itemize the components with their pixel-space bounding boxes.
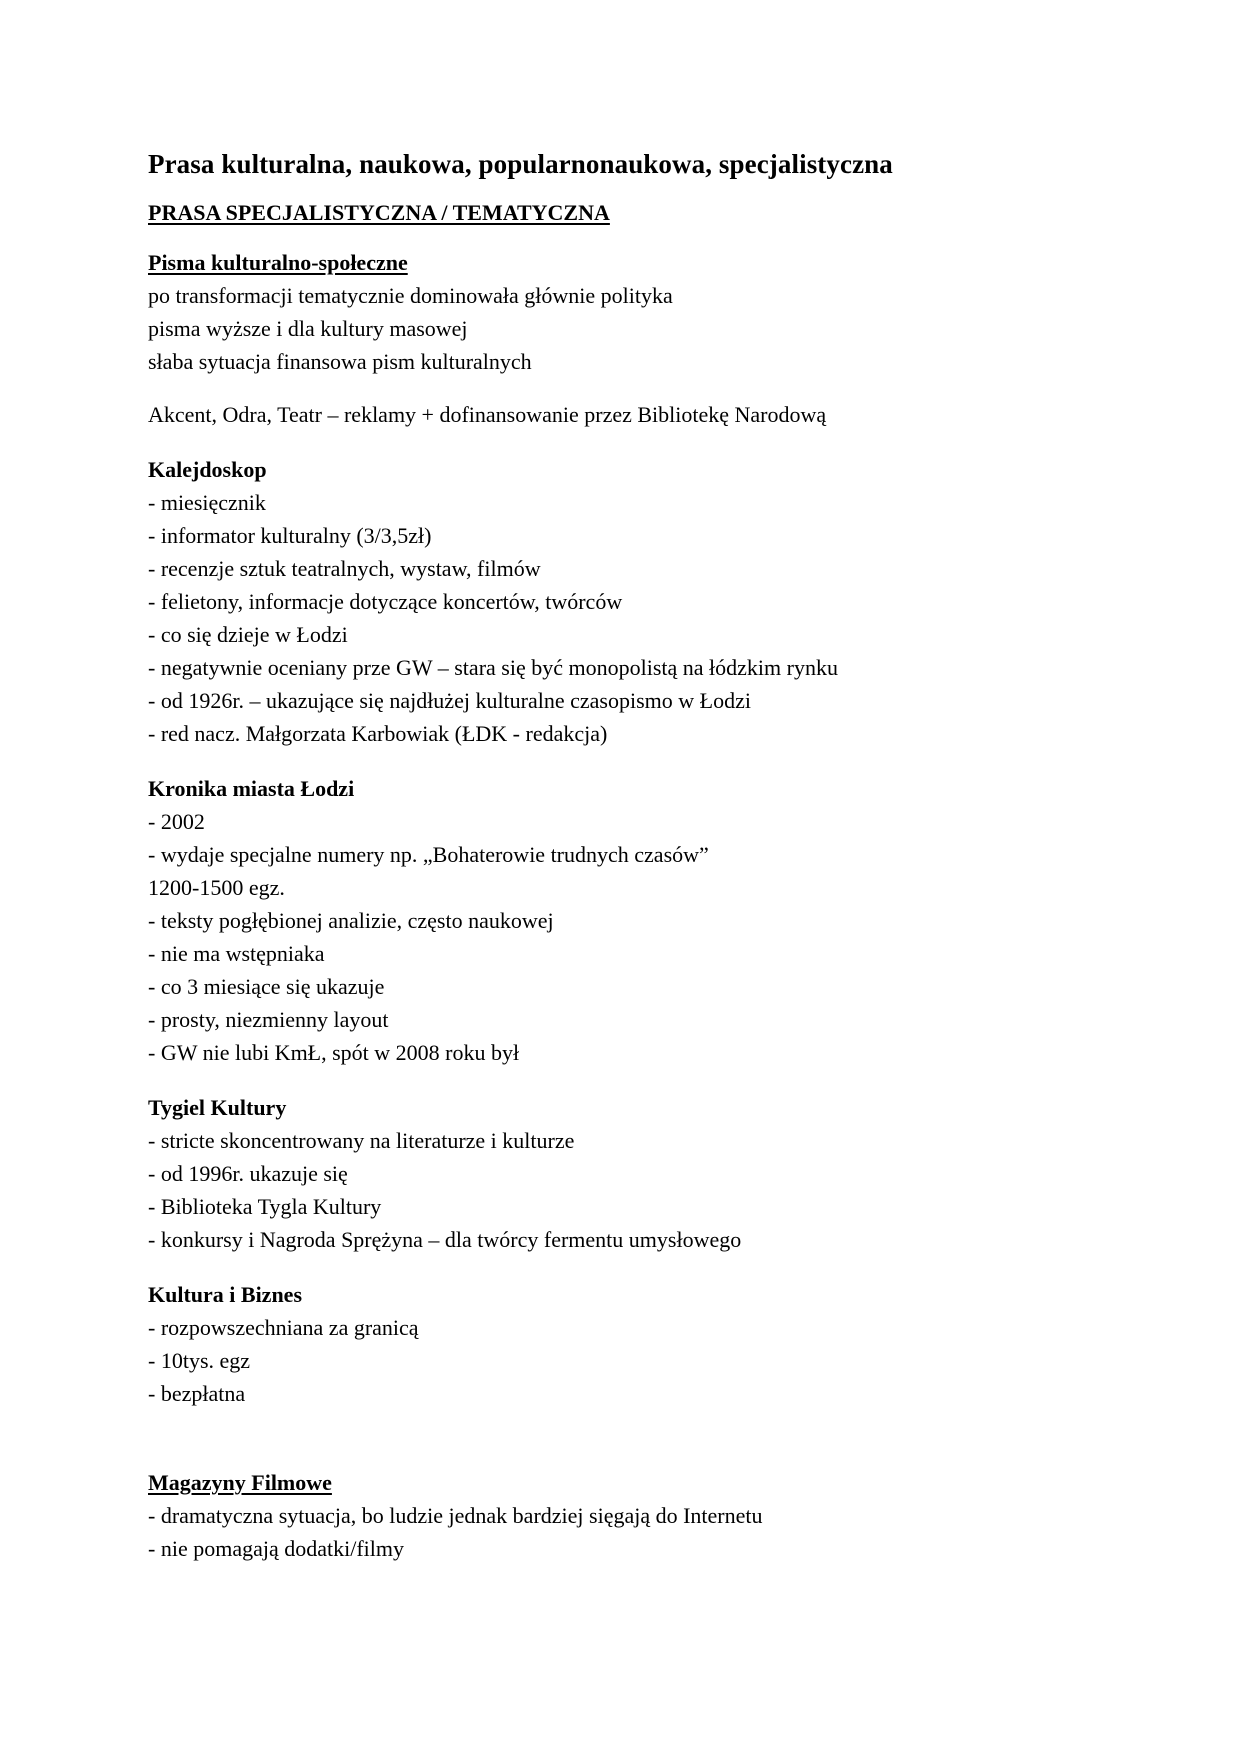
list-item: - nie pomagają dodatki/filmy [148, 1536, 404, 1561]
group-kronika-miasta-lodzi [148, 772, 1098, 1069]
list-item: - dramatyczna sytuacja, bo ludzie jednak bardziej sięgają do Internetu [148, 1503, 763, 1528]
list-item: - informator kulturalny (3/3,5zł) [148, 523, 432, 548]
subsection-heading: Kultura i Biznes [148, 1282, 303, 1307]
group-pisma-kulturalno-spoleczne [148, 246, 1098, 378]
text-line: pisma wyższe i dla kultury masowej [148, 316, 468, 341]
group-magazyny-filmowe [148, 1466, 1098, 1565]
list-item: - bezpłatna [148, 1381, 246, 1406]
document-title: Prasa kulturalna, naukowa, popularnonaukowa, specjalistyczna [148, 149, 893, 179]
list-item: - red nacz. Małgorzata Karbowiak (ŁDK - redakcja) [148, 721, 608, 746]
list-item: - stricte skoncentrowany na literaturze i kulturze [148, 1128, 575, 1153]
text-line: słaba sytuacja finansowa pism kulturalnych [148, 349, 532, 374]
list-item: - wydaje specjalne numery np. „Bohaterowie trudnych czasów” [148, 842, 709, 867]
group-tygiel-kultury [148, 1091, 1098, 1256]
list-item: - 2002 [148, 809, 205, 834]
subsection-heading: Pisma kulturalno-społeczne [148, 250, 408, 275]
list-item: - Biblioteka Tygla Kultury [148, 1194, 382, 1219]
document-content [148, 148, 1098, 1565]
list-item: - co się dzieje w Łodzi [148, 622, 348, 647]
list-item: - 10tys. egz [148, 1348, 251, 1373]
subsection-heading: Kalejdoskop [148, 457, 267, 482]
section-title: PRASA SPECJALISTYCZNA / TEMATYCZNA [148, 200, 610, 225]
list-item: - od 1996r. ukazuje się [148, 1161, 348, 1186]
text-line: po transformacji tematycznie dominowała głównie polityka [148, 283, 673, 308]
list-item: - miesięcznik [148, 490, 266, 515]
list-item: - recenzje sztuk teatralnych, wystaw, filmów [148, 556, 541, 581]
list-item: - rozpowszechniana za granicą [148, 1315, 419, 1340]
list-item: - nie ma wstępniaka [148, 941, 325, 966]
list-item: - negatywnie oceniany prze GW – stara się być monopolistą na łódzkim rynku [148, 655, 838, 680]
list-item: - teksty pogłębionej analizie, często naukowej [148, 908, 554, 933]
list-item: - co 3 miesiące się ukazuje [148, 974, 385, 999]
group-kultura-i-biznes [148, 1278, 1098, 1410]
list-item: 1200-1500 egz. [148, 875, 285, 900]
list-item: - konkursy i Nagroda Sprężyna – dla twórcy fermentu umysłowego [148, 1227, 742, 1252]
list-item: - felietony, informacje dotyczące koncertów, twórców [148, 589, 623, 614]
list-item: - GW nie lubi KmŁ, spót w 2008 roku był [148, 1040, 520, 1065]
paragraph-text: Akcent, Odra, Teatr – reklamy + dofinansowanie przez Bibliotekę Narodową [148, 402, 827, 427]
subsection-heading: Kronika miasta Łodzi [148, 776, 355, 801]
group-kalejdoskop [148, 453, 1098, 750]
list-item: - prosty, niezmienny layout [148, 1007, 389, 1032]
paragraph-block [148, 398, 1098, 431]
subsection-heading: Tygiel Kultury [148, 1095, 287, 1120]
subsection-heading: Magazyny Filmowe [148, 1470, 332, 1495]
list-item: - od 1926r. – ukazujące się najdłużej kulturalne czasopismo w Łodzi [148, 688, 751, 713]
